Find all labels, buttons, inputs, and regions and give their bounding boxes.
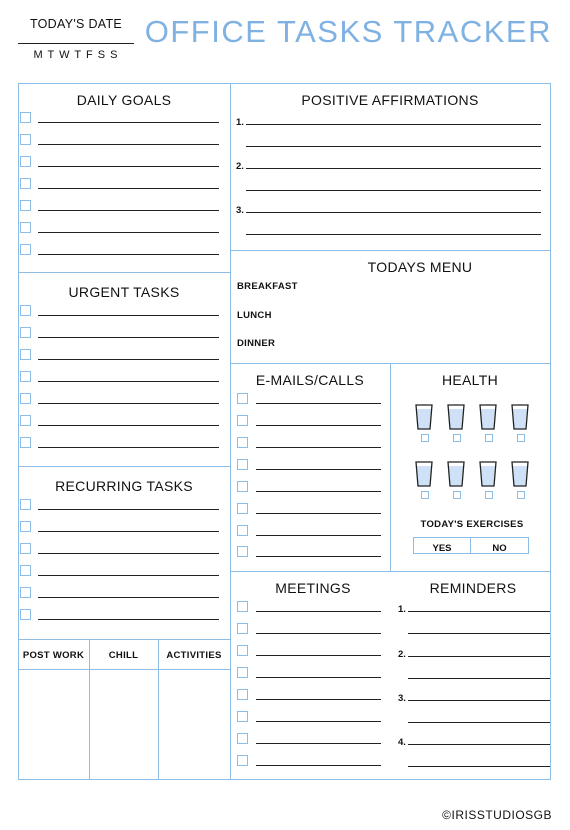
reminder-line[interactable]: [408, 744, 550, 745]
email-call-line[interactable]: [256, 491, 381, 492]
water-glass-icon: [511, 404, 529, 430]
breakfast-label: BREAKFAST: [237, 281, 298, 292]
grid-left-divider-2: [18, 466, 230, 467]
water-glass-checkbox[interactable]: [485, 491, 493, 499]
weekday-row[interactable]: M T W T F S S: [33, 49, 119, 61]
email-call-line[interactable]: [256, 513, 381, 514]
meeting-checkbox[interactable]: [237, 689, 248, 700]
daily-goal-checkbox[interactable]: [20, 200, 31, 211]
email-call-checkbox[interactable]: [237, 481, 248, 492]
activities-area[interactable]: [160, 671, 229, 778]
grid-right-line: [550, 83, 551, 779]
email-call-line[interactable]: [256, 556, 381, 557]
affirmation-line[interactable]: [246, 124, 541, 125]
daily-goal-line[interactable]: [38, 122, 219, 123]
meeting-checkbox[interactable]: [237, 645, 248, 656]
page-title: OFFICE TASKS TRACKER: [144, 14, 552, 49]
email-call-checkbox[interactable]: [237, 503, 248, 514]
chill-column-header: CHILL: [108, 650, 139, 661]
activities-column-header: ACTIVITIES: [166, 650, 222, 661]
footer-credit: ©IRISSTUDIOSGB: [442, 808, 552, 822]
post-work-column-header: POST WORK: [22, 650, 85, 661]
positive-affirmations-heading: POSITIVE AFFIRMATIONS: [301, 92, 479, 108]
affirmation-number: 1.: [236, 117, 244, 128]
health-heading: HEALTH: [442, 372, 498, 388]
daily-goal-checkbox[interactable]: [20, 222, 31, 233]
grid-emails-health-divider: [390, 363, 391, 571]
email-call-checkbox[interactable]: [237, 415, 248, 426]
urgent-task-line[interactable]: [38, 359, 219, 360]
water-glass-icon: [479, 461, 497, 487]
recurring-task-line[interactable]: [38, 575, 219, 576]
meeting-line[interactable]: [256, 721, 381, 722]
daily-goal-line[interactable]: [38, 232, 219, 233]
urgent-task-checkbox[interactable]: [20, 415, 31, 426]
dinner-label: DINNER: [237, 338, 276, 349]
affirmation-number: 2.: [236, 161, 244, 172]
meeting-line[interactable]: [256, 655, 381, 656]
reminder-line[interactable]: [408, 766, 550, 767]
meeting-checkbox[interactable]: [237, 711, 248, 722]
water-glass-icon: [479, 404, 497, 430]
email-call-line[interactable]: [256, 425, 381, 426]
email-call-checkbox[interactable]: [237, 393, 248, 404]
todays-exercises-label: TODAY'S EXERCISES: [420, 519, 524, 530]
affirmation-line[interactable]: [246, 212, 541, 213]
breakfast-field[interactable]: [300, 278, 545, 296]
water-glass-checkbox[interactable]: [453, 491, 461, 499]
grid-top-line: [18, 83, 551, 84]
urgent-task-line[interactable]: [38, 381, 219, 382]
email-call-line[interactable]: [256, 447, 381, 448]
email-call-line[interactable]: [256, 403, 381, 404]
water-glass-icon: [447, 461, 465, 487]
water-glass-icon: [415, 461, 433, 487]
grid-right-divider-3: [230, 571, 550, 572]
emails-calls-heading: E-MAILS/CALLS: [255, 372, 365, 388]
lunch-label: LUNCH: [237, 310, 272, 321]
affirmation-line[interactable]: [246, 168, 541, 169]
meeting-line[interactable]: [256, 699, 381, 700]
daily-goal-checkbox[interactable]: [20, 178, 31, 189]
urgent-task-checkbox[interactable]: [20, 371, 31, 382]
water-glass-checkbox[interactable]: [517, 434, 525, 442]
exercise-no-option[interactable]: [470, 537, 529, 554]
meeting-line[interactable]: [256, 765, 381, 766]
todays-menu-heading: TODAYS MENU: [367, 259, 473, 275]
water-glass-checkbox[interactable]: [517, 491, 525, 499]
grid-left-divider-1: [18, 272, 230, 273]
daily-goal-line[interactable]: [38, 254, 219, 255]
grid-bottom-line: [18, 779, 551, 780]
recurring-task-checkbox[interactable]: [20, 587, 31, 598]
water-glass-icon: [511, 461, 529, 487]
exercise-yes-option[interactable]: [413, 537, 471, 554]
urgent-task-line[interactable]: [38, 403, 219, 404]
email-call-checkbox[interactable]: [237, 546, 248, 557]
grid-left-divider-3: [18, 639, 230, 640]
daily-goal-checkbox[interactable]: [20, 134, 31, 145]
meeting-line[interactable]: [256, 633, 381, 634]
reminder-line[interactable]: [408, 700, 550, 701]
recurring-task-line[interactable]: [38, 509, 219, 510]
email-call-checkbox[interactable]: [237, 525, 248, 536]
grid-right-divider-1: [230, 250, 550, 251]
reminders-heading: REMINDERS: [429, 580, 517, 596]
urgent-task-checkbox[interactable]: [20, 305, 31, 316]
meeting-checkbox[interactable]: [237, 601, 248, 612]
daily-goal-line[interactable]: [38, 210, 219, 211]
grid-middle-line: [230, 83, 231, 779]
urgent-task-checkbox[interactable]: [20, 393, 31, 404]
recurring-task-line[interactable]: [38, 597, 219, 598]
urgent-tasks-heading: URGENT TASKS: [68, 284, 180, 300]
recurring-task-line[interactable]: [38, 619, 219, 620]
reminder-line[interactable]: [408, 678, 550, 679]
daily-goal-checkbox[interactable]: [20, 112, 31, 123]
recurring-task-line[interactable]: [38, 531, 219, 532]
reminder-line[interactable]: [408, 611, 550, 612]
affirmation-number: 3.: [236, 205, 244, 216]
date-label: TODAY'S DATE: [29, 17, 123, 31]
recurring-task-checkbox[interactable]: [20, 543, 31, 554]
urgent-task-checkbox[interactable]: [20, 327, 31, 338]
recurring-task-checkbox[interactable]: [20, 609, 31, 620]
reminder-number: 3.: [398, 693, 406, 704]
water-glass-checkbox[interactable]: [485, 434, 493, 442]
recurring-tasks-heading: RECURRING TASKS: [55, 478, 193, 494]
affirmation-line[interactable]: [246, 234, 541, 235]
urgent-task-line[interactable]: [38, 337, 219, 338]
water-glass-icon: [415, 404, 433, 430]
email-call-checkbox[interactable]: [237, 459, 248, 470]
chill-area[interactable]: [91, 671, 157, 778]
daily-goal-checkbox[interactable]: [20, 156, 31, 167]
water-glass-checkbox[interactable]: [421, 491, 429, 499]
post-work-area[interactable]: [20, 671, 88, 778]
daily-goals-heading: DAILY GOALS: [76, 92, 172, 108]
affirmation-line[interactable]: [246, 146, 541, 147]
recurring-task-checkbox[interactable]: [20, 499, 31, 510]
daily-goal-line[interactable]: [38, 166, 219, 167]
meeting-line[interactable]: [256, 743, 381, 744]
grid-bottom-header-line: [18, 669, 230, 670]
dinner-field[interactable]: [285, 335, 545, 353]
meeting-checkbox[interactable]: [237, 667, 248, 678]
reminder-line[interactable]: [408, 633, 550, 634]
urgent-task-line[interactable]: [38, 447, 219, 448]
water-glass-icon: [447, 404, 465, 430]
date-line[interactable]: [18, 43, 134, 44]
meeting-checkbox[interactable]: [237, 623, 248, 634]
recurring-task-line[interactable]: [38, 553, 219, 554]
urgent-task-checkbox[interactable]: [20, 437, 31, 448]
exercise-yes-label: YES: [432, 543, 452, 554]
daily-goal-checkbox[interactable]: [20, 244, 31, 255]
meetings-heading: MEETINGS: [275, 580, 351, 596]
email-call-line[interactable]: [256, 469, 381, 470]
water-glass-checkbox[interactable]: [421, 434, 429, 442]
reminder-line[interactable]: [408, 656, 550, 657]
grid-left-line: [18, 83, 19, 779]
meeting-checkbox[interactable]: [237, 733, 248, 744]
exercise-no-label: NO: [492, 543, 507, 554]
reminder-line[interactable]: [408, 722, 550, 723]
reminder-number: 4.: [398, 737, 406, 748]
meeting-line[interactable]: [256, 677, 381, 678]
urgent-task-line[interactable]: [38, 425, 219, 426]
daily-goal-line[interactable]: [38, 144, 219, 145]
affirmation-line[interactable]: [246, 190, 541, 191]
daily-goal-line[interactable]: [38, 188, 219, 189]
recurring-task-checkbox[interactable]: [20, 565, 31, 576]
email-call-line[interactable]: [256, 535, 381, 536]
recurring-task-checkbox[interactable]: [20, 521, 31, 532]
email-call-checkbox[interactable]: [237, 437, 248, 448]
reminder-number: 2.: [398, 649, 406, 660]
water-glass-checkbox[interactable]: [453, 434, 461, 442]
meeting-line[interactable]: [256, 611, 381, 612]
urgent-task-line[interactable]: [38, 315, 219, 316]
reminder-number: 1.: [398, 604, 406, 615]
lunch-field[interactable]: [280, 307, 545, 325]
meeting-checkbox[interactable]: [237, 755, 248, 766]
urgent-task-checkbox[interactable]: [20, 349, 31, 360]
